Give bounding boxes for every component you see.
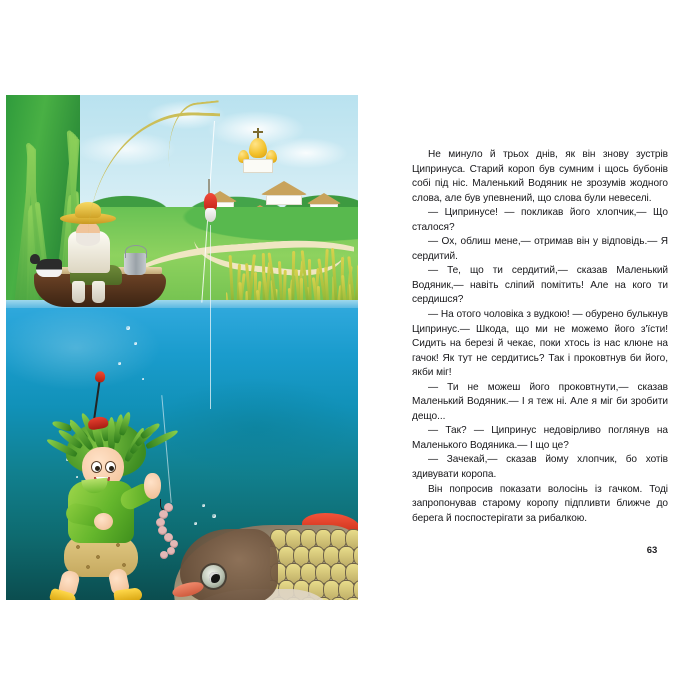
boy-eye-left <box>91 461 102 473</box>
paragraph: — Ти не можеш його проковтнути,— сказав Маленький Водяник.— І я теж ні. Але я міг би зробити дещо... <box>412 381 668 422</box>
water-sprite-boy <box>44 413 184 600</box>
carp-eye <box>200 563 227 590</box>
cat-icon <box>36 259 62 277</box>
paragraph: — Зачекай,— сказав йому хлопчик, бо хотів здивувати коропа. <box>412 454 668 481</box>
boy-hand-left <box>94 513 113 530</box>
paragraph: — На отого чоловіка з вудкою! — обурено булькнув Ципринус.— Шкода, що ми не можемо його з'їсти! Сидить на березі й чекає, поки хтось із нас клюне на гачок! Як тут не сердитись? Так і проковтнув би його, якби міг! <box>412 309 668 379</box>
water-bubble <box>212 514 216 518</box>
water-bubble <box>126 326 130 330</box>
carp-fish <box>174 519 358 600</box>
paragraph: — Так? — Ципринус недовірливо поглянув на Маленького Водяника.— І що це? <box>412 425 668 451</box>
house-roof <box>260 181 308 195</box>
boy-eye-right <box>105 461 116 473</box>
water-bubble <box>142 378 144 380</box>
page-illustration <box>6 95 358 600</box>
paragraph: — Ох, облиш мене,— отримав він у відповідь.— Я сердитий. <box>412 236 668 262</box>
page-number: 63 <box>646 545 658 556</box>
fisherman-boot <box>72 281 85 303</box>
body-text <box>412 148 668 526</box>
village-house <box>260 181 308 205</box>
house-roof <box>306 193 342 204</box>
church-dome-main <box>249 138 267 158</box>
float-white-part <box>205 208 216 222</box>
church-body <box>243 159 273 173</box>
water-bubble <box>134 342 137 345</box>
fishing-float-icon <box>204 193 217 227</box>
bucket-icon <box>124 253 146 275</box>
water-bubble <box>118 362 121 365</box>
fisherman-boot <box>92 281 105 303</box>
house-wall <box>266 195 302 205</box>
text-column <box>412 148 668 526</box>
paragraph: — Ципринусе! — покликав його хлопчик,— Що сталося? <box>412 207 668 233</box>
boy-pointing-hand <box>144 473 161 499</box>
paragraph: Він попросив показати волосінь із гачком. Тоді запропонував старому коропу підпливти ближче до берега й поспостерігати за рибалкою. <box>412 483 668 524</box>
paragraph: Не минуло й трьох днів, як він знову зустрів Ципринуса. Старий короп був сумним і щось бубонів собі під ніс. Маленький Водяник не зрозумів жодного слова, але був упевнений, що слова були невеселі. <box>412 149 668 204</box>
fishing-line-underwater <box>210 225 211 409</box>
paragraph: — Те, що ти сердитий,— сказав Маленький Водяник,— навіть сліпий помітить! Але на кого ти сердишся? <box>412 265 668 306</box>
water-bubble <box>202 504 205 507</box>
village-church-icon <box>241 128 275 174</box>
